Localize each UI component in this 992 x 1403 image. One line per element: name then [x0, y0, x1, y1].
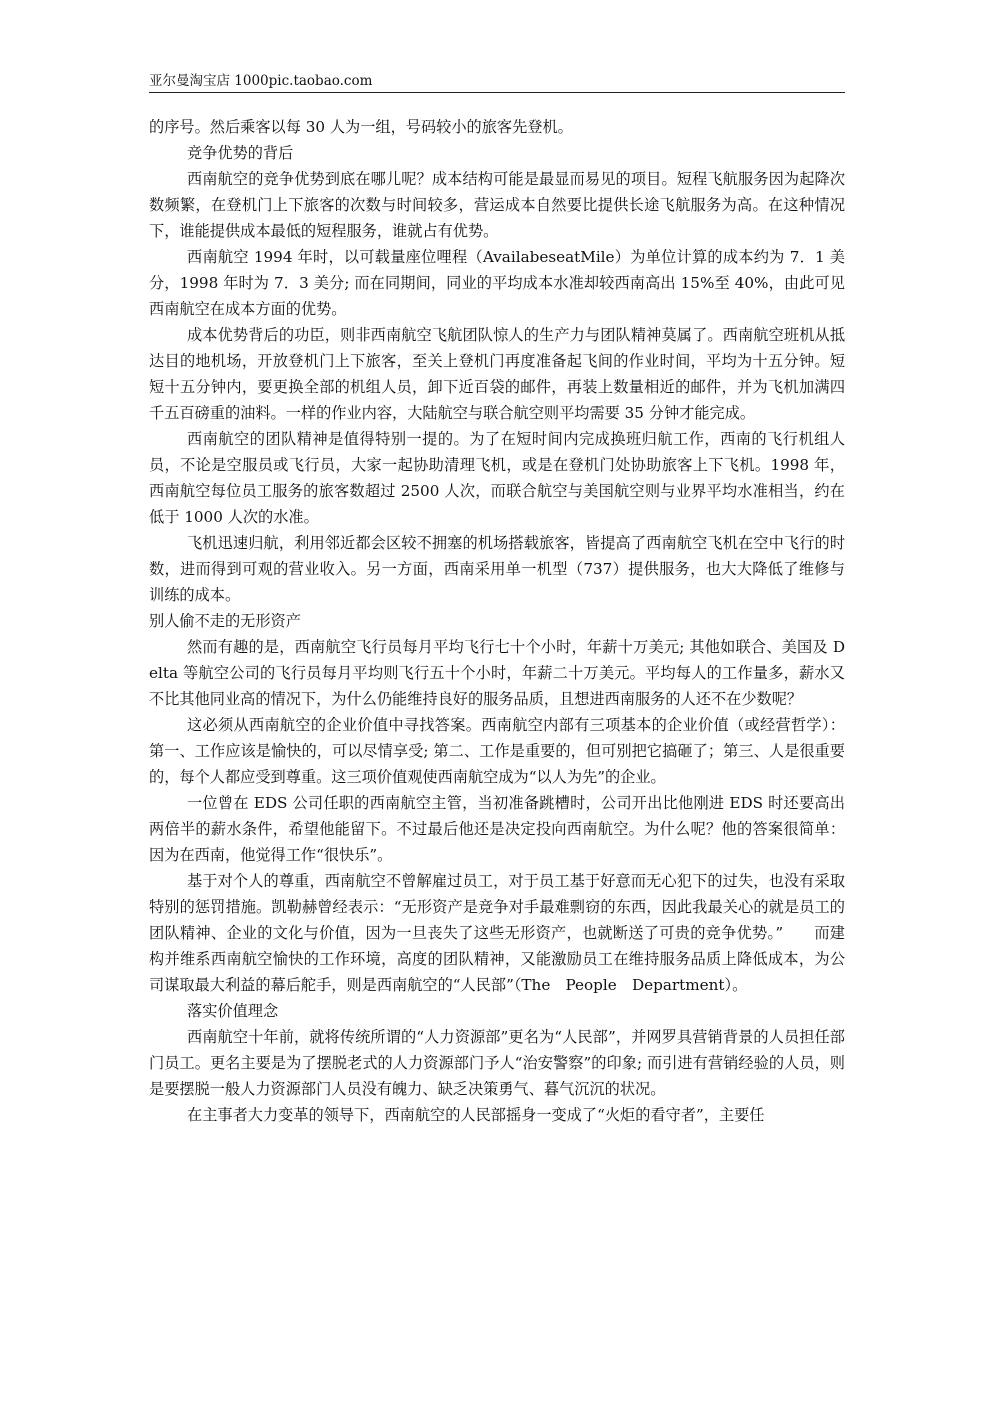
- section-heading-intangible-assets: 别人偷不走的无形资产: [149, 612, 301, 630]
- paragraph-cost-structure: 西南航空的竞争优势到底在哪儿呢？成本结构可能是最显而易见的项目。短程飞航服务因为起降次数频繁，在登机门上下旅客的次数与时间较多，营运成本自然要比提供长途飞航服务为高。在这种情况下，谁能提供成本最低的短程服务，谁就占有优势。: [149, 170, 845, 240]
- paragraph-team-productivity: 成本优势背后的功臣，则非西南航空飞航团队惊人的生产力与团队精神莫属了。西南航空班机从抵达目的地机场，开放登机门上下旅客，至关上登机门再度准备起飞间的作业时间，平均为十五分钟。短短十五分钟内，要更换全部的机组人员，卸下近百袋的邮件，再装上数量相近的邮件，并为飞机加满四千五百磅重的油料。一样的作业内容，大陆航空与联合航空则平均需要 35 分钟才能完成。: [149, 326, 845, 422]
- section-heading-competitive-advantage: 竞争优势的背后: [187, 144, 294, 162]
- paragraph-cost-per-seat-mile: 西南航空 1994 年时，以可载量座位哩程（AvailabeseatMile）为单位计算的成本约为 7．1 美分，1998 年时为 7．3 美分; 而在同期间，同业的平均成本水准却较西南高出 15%至 40%，由此可见西南航空在成本方面的优势。: [149, 248, 845, 318]
- document-body: [149, 114, 845, 1128]
- header-text: 亚尔曼淘宝店 1000pic.taobao.com: [149, 73, 373, 89]
- page-header: [149, 72, 845, 93]
- paragraph-corporate-values: 这必须从西南航空的企业价值中寻找答案。西南航空内部有三项基本的企业价值（或经营哲学）：第一、工作应该是愉快的，可以尽情享受; 第二、工作是重要的，但可别把它搞砸了；第三、人是很重要的，每个人都应受到尊重。这三项价值观使西南航空成为“以人为先”的企业。: [149, 716, 845, 786]
- paragraph-team-spirit: 西南航空的团队精神是值得特别一提的。为了在短时间内完成换班归航工作，西南的飞行机组人员，不论是空服员或飞行员，大家一起协助清理飞机，或是在登机门处协助旅客上下飞机。1998 年，西南航空每位员工服务的旅客数超过 2500 人次，而联合航空与美国航空则与业界平均水准相当，约在低于 1000 人次的水准。: [149, 430, 845, 526]
- paragraph-eds-manager: 一位曾在 EDS 公司任职的西南航空主管，当初准备跳槽时，公司开出比他刚进 EDS 时还要高出两倍半的薪水条件，希望他能留下。不过最后他还是决定投向西南航空。为什么呢？他的答案很简单：因为在西南，他觉得工作“很快乐”。: [149, 794, 845, 864]
- paragraph-torch-keepers: 在主事者大力变革的领导下，西南航空的人民部摇身一变成了“火炬的看守者”，主要任: [187, 1106, 765, 1124]
- paragraph-continuation: 的序号。然后乘客以每 30 人为一组，号码较小的旅客先登机。: [149, 118, 573, 136]
- paragraph-pilot-salary: 然而有趣的是，西南航空飞行员每月平均飞行七十个小时，年薪十万美元; 其他如联合、美国及 Delta 等航空公司的飞行员每月平均则飞行五十个小时，年薪二十万美元。平均每人的工作量多，薪水又不比其他同业高的情况下，为什么仍能维持良好的服务品质，且想进西南服务的人还不在少数呢？: [149, 638, 845, 708]
- paragraph-people-department: 西南航空十年前，就将传统所谓的“人力资源部”更名为“人民部”，并网罗具营销背景的人员担任部门员工。更名主要是为了摆脱老式的人力资源部门予人“治安警察”的印象; 而引进有营销经验的人员，则是要摆脱一般人力资源部门人员没有魄力、缺乏决策勇气、暮气沉沉的状况。: [149, 1028, 845, 1098]
- paragraph-respect-individuals: 基于对个人的尊重，西南航空不曾解雇过员工，对于员工基于好意而无心犯下的过失，也没有采取特别的惩罚措施。凯勒赫曾经表示：“无形资产是竞争对手最难剽窃的东西，因此我最关心的就是员工的团队精神、企业的文化与价值，因为一旦丧失了这些无形资产，也就断送了可贵的竞争优势。” 而建构并维系西南航空愉快的工作环境，高度的团队精神，又能激励员工在维持服务品质上降低成本，为公司谋取最大利益的幕后舵手，则是西南航空的“人民部”（The People Department）。: [149, 872, 845, 994]
- paragraph-quick-turnaround: 飞机迅速归航，利用邻近都会区较不拥塞的机场搭载旅客，皆提高了西南航空飞机在空中飞行的时数，进而得到可观的营业收入。另一方面，西南采用单一机型（737）提供服务，也大大降低了维修与训练的成本。: [149, 534, 845, 604]
- section-heading-implementing-values: 落实价值理念: [187, 1002, 279, 1020]
